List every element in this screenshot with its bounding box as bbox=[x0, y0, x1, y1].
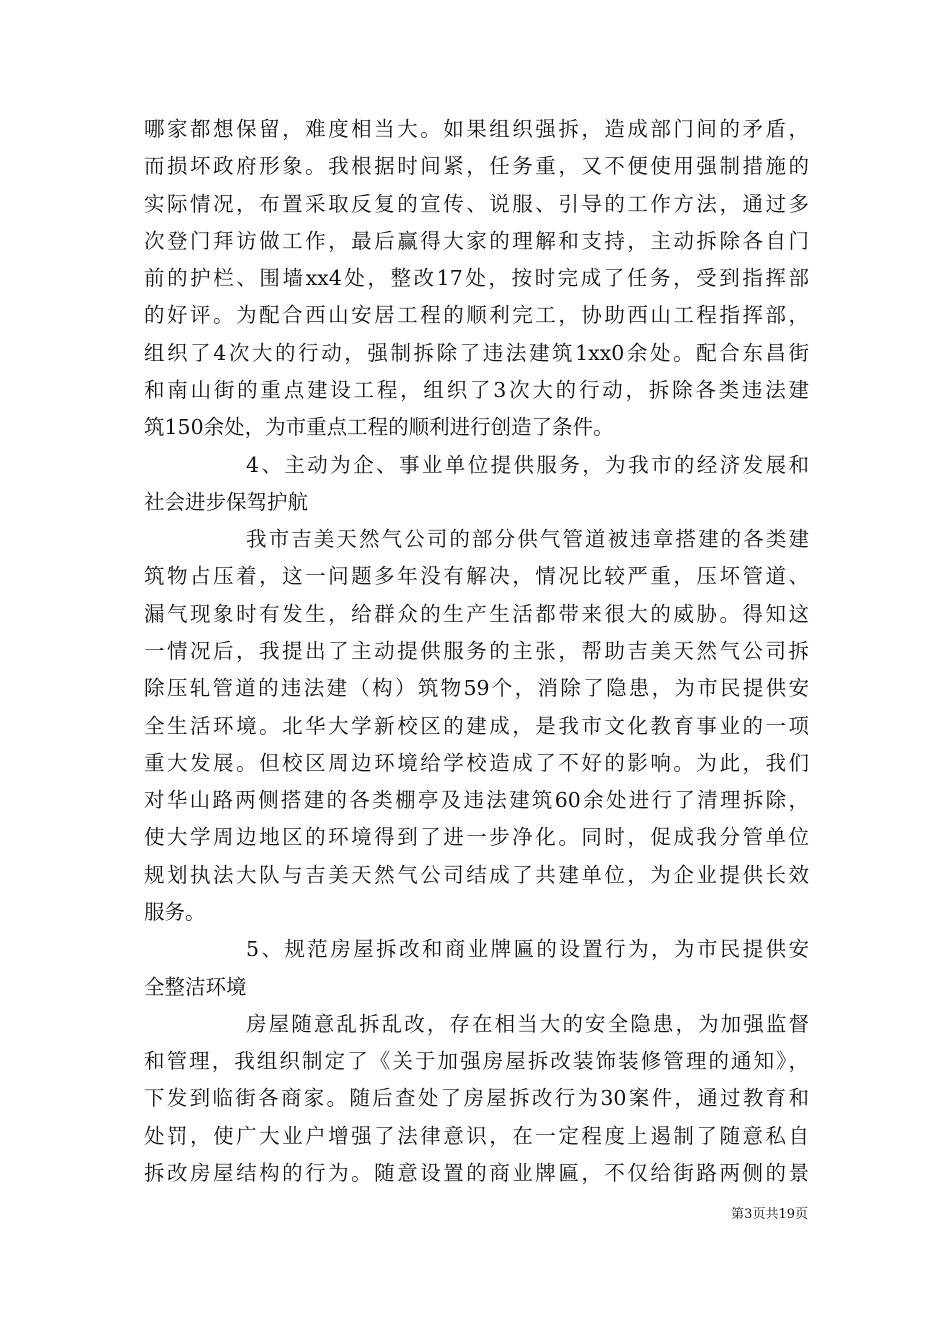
section-heading-4-cont: 社会进步保驾护航 bbox=[144, 489, 308, 514]
body-text-line: 的好评。为配合西山安居工程的顺利完工，协助西山工程指挥部， bbox=[144, 303, 809, 328]
body-text-line: 漏气现象时有发生，给群众的生产生活都带来很大的威胁。得知这 bbox=[144, 601, 809, 626]
section-heading-5: 5、规范房屋拆改和商业牌匾的设置行为，为市民提供安 bbox=[246, 937, 809, 962]
body-text-line: 对华山路两侧搭建的各类棚亭及违法建筑60余处进行了清理拆除， bbox=[144, 788, 809, 813]
body-text-line: 处罚，使广大业户增强了法律意识，在一定程度上遏制了随意私自 bbox=[144, 1123, 809, 1148]
body-text-line: 除压轧管道的违法建（构）筑物59个，消除了隐患，为市民提供安 bbox=[144, 676, 809, 701]
body-text-line: 拆改房屋结构的行为。随意设置的商业牌匾，不仅给街路两侧的景 bbox=[144, 1161, 809, 1185]
body-text-line: 和管理，我组织制定了《关于加强房屋拆改装饰装修管理的通知》， bbox=[144, 1049, 809, 1074]
body-text-line: 下发到临街各商家。随后查处了房屋拆改行为30案件，通过教育和 bbox=[144, 1086, 809, 1111]
body-text-line: 实际情况，布置采取反复的宣传、说服、引导的工作方法，通过多 bbox=[144, 191, 809, 216]
page-number-footer: 第3页共19页 bbox=[731, 1207, 808, 1222]
section-heading-5-cont: 全整洁环境 bbox=[144, 974, 247, 999]
body-text-line: 一情况后，我提出了主动提供服务的主张，帮助吉美天然气公司拆 bbox=[144, 639, 809, 663]
body-text-line: 和南山街的重点建设工程，组织了3次大的行动，拆除各类违法建 bbox=[144, 378, 809, 402]
body-text-line: 全生活环境。北华大学新校区的建成，是我市文化教育事业的一项 bbox=[144, 713, 809, 738]
body-text-line: 规划执法大队与吉美天然气公司结成了共建单位，为企业提供长效 bbox=[144, 862, 809, 887]
body-text-line: 哪家都想保留，难度相当大。如果组织强拆，造成部门间的矛盾， bbox=[144, 117, 809, 141]
body-text-line: 次登门拜访做工作，最后赢得大家的理解和支持，主动拆除各自门 bbox=[144, 228, 809, 253]
body-text-line: 重大发展。但校区周边环境给学校造成了不好的影响。为此，我们 bbox=[144, 750, 809, 775]
paragraph-start-line: 我市吉美天然气公司的部分供气管道被违章搭建的各类建 bbox=[246, 527, 809, 552]
body-text-line: 使大学周边地区的环境得到了进一步净化。同时，促成我分管单位 bbox=[144, 825, 809, 850]
body-text-line: 服务。 bbox=[144, 900, 206, 924]
body-text-line: 筑150余处，为市重点工程的顺利进行创造了条件。 bbox=[144, 415, 614, 440]
body-text-line: 筑物占压着，这一问题多年没有解决，情况比较严重，压坏管道、 bbox=[144, 564, 809, 589]
section-heading-4: 4、主动为企、事业单位提供服务，为我市的经济发展和 bbox=[246, 452, 809, 477]
paragraph-start-line: 房屋随意乱拆乱改，存在相当大的安全隐患，为加强监督 bbox=[246, 1011, 809, 1036]
body-text-line: 前的护栏、围墙xx4处，整改17处，按时完成了任务，受到指挥部 bbox=[144, 266, 809, 291]
body-text-line: 组织了4次大的行动，强制拆除了违法建筑1xx0余处。配合东昌街 bbox=[144, 340, 809, 365]
body-text-line: 而损坏政府形象。我根据时间紧，任务重，又不便使用强制措施的 bbox=[144, 154, 809, 179]
